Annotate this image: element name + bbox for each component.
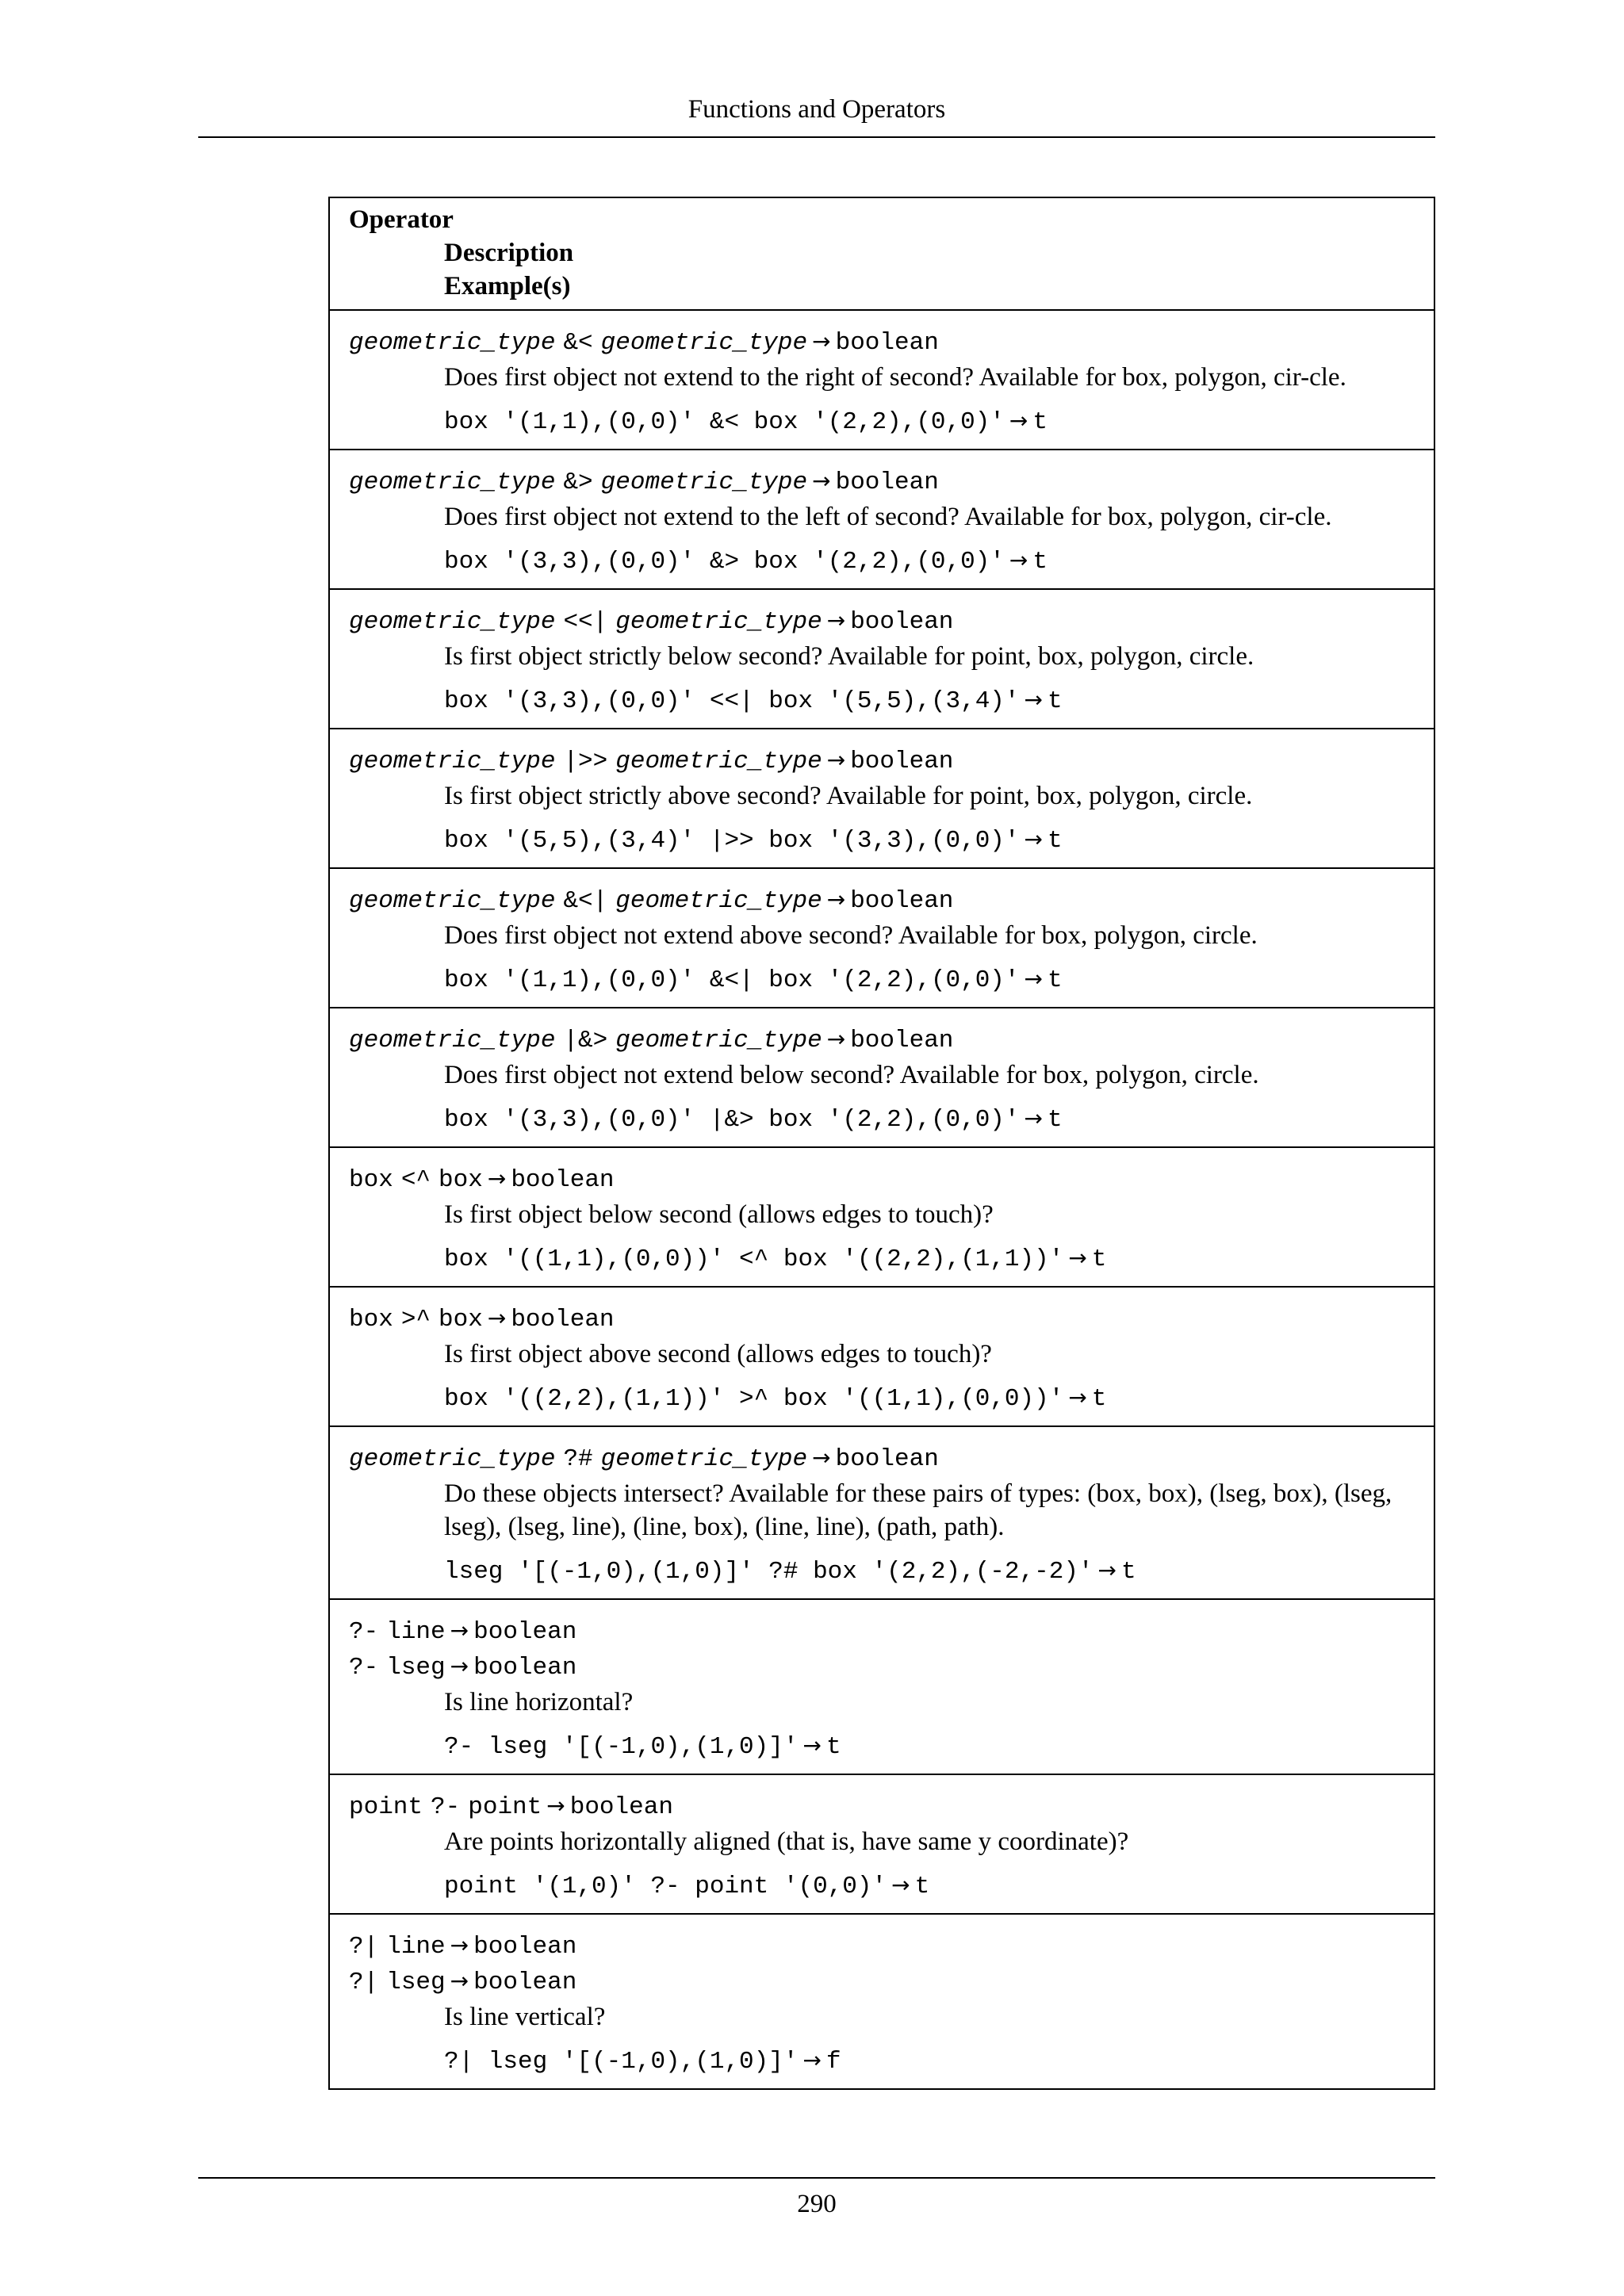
operator-symbol: &> [563, 469, 593, 496]
operator-signature [349, 1162, 1415, 1196]
right-operand-type: geometric_type [615, 748, 822, 775]
arrow-icon: → [450, 1968, 469, 1994]
arrow-icon: → [450, 1653, 469, 1679]
left-operand-type: geometric_type [349, 469, 556, 496]
operator-example [349, 1380, 1415, 1416]
operator-signature [349, 1023, 1415, 1057]
operator-signature [349, 1302, 1415, 1336]
arrow-icon: → [826, 886, 846, 913]
right-operand-type: geometric_type [615, 608, 822, 636]
operator-symbol: |>> [563, 748, 608, 775]
arrow-icon: → [1097, 1557, 1117, 1583]
table-row [330, 450, 1434, 590]
arrow-icon: → [1024, 826, 1043, 852]
example-expression: lseg '[(-1,0),(1,0)]' ?# box '(2,2),(-2,-2)' [444, 1558, 1094, 1586]
arrow-icon: → [1009, 547, 1028, 573]
right-operand-type: geometric_type [615, 1027, 822, 1054]
example-expression: box '(1,1),(0,0)' &<| box '(2,2),(0,0)' [444, 966, 1020, 994]
operator-table [328, 197, 1435, 2090]
left-operand-type: point [349, 1793, 423, 1821]
arrow-icon: → [812, 1445, 831, 1471]
operator-symbol: ?- [349, 1654, 379, 1682]
table-row [330, 311, 1434, 450]
arrow-icon: → [1024, 1105, 1043, 1131]
example-result: t [825, 1733, 841, 1761]
table-row [330, 1148, 1434, 1288]
example-expression: ?| lseg '[(-1,0),(1,0)]' [444, 2048, 799, 2076]
example-result: f [825, 2048, 841, 2076]
operator-example [349, 1868, 1415, 1904]
arrow-icon: → [450, 1932, 469, 1958]
operator-symbol: &<| [563, 887, 608, 915]
operator-symbol: ?| [349, 1969, 379, 1996]
operator-symbol: |&> [563, 1027, 608, 1054]
operator-description: Does first object not extend above second? Available for box, polygon, circle. [444, 921, 1258, 950]
right-operand-type: lseg [386, 1654, 446, 1682]
example-result: t [1048, 1106, 1063, 1134]
operator-signature [349, 1965, 1415, 1999]
operator-signature [349, 1789, 1415, 1823]
page-header-title: Functions and Operators [688, 95, 946, 124]
table-row [330, 1288, 1434, 1427]
example-expression: box '(5,5),(3,4)' |>> box '(3,3),(0,0)' [444, 827, 1020, 855]
return-type: boolean [835, 329, 939, 357]
return-type: boolean [473, 1618, 577, 1646]
return-type: boolean [511, 1306, 615, 1334]
operator-signature [349, 1650, 1415, 1684]
operator-description: Is line vertical? [444, 2003, 606, 2031]
operator-description: Does first object not extend to the left of second? Available for box, polygon, cir-cle. [444, 503, 1332, 531]
operator-example [349, 543, 1415, 579]
operator-description: Does first object not extend below second? Available for box, polygon, circle. [444, 1061, 1259, 1089]
return-type: boolean [850, 608, 954, 636]
arrow-icon: → [891, 1872, 910, 1898]
right-operand-type: point [468, 1793, 542, 1821]
arrow-icon: → [812, 468, 831, 494]
example-expression: box '(3,3),(0,0)' <<| box '(5,5),(3,4)' [444, 687, 1020, 715]
example-result: t [1121, 1558, 1136, 1586]
arrow-icon: → [802, 2047, 822, 2073]
example-result: t [1032, 408, 1048, 436]
operator-description: Do these objects intersect? Available for these pairs of types: (box, box), (lseg, box), (lseg, lseg), (lseg, line), (line, box), (line, line), (path, path). [444, 1479, 1392, 1541]
operator-example [349, 962, 1415, 997]
operator-example [349, 683, 1415, 718]
left-operand-type: box [349, 1166, 393, 1194]
left-operand-type: box [349, 1306, 393, 1334]
return-type: boolean [473, 1969, 577, 1996]
operator-example [349, 404, 1415, 439]
arrow-icon: → [826, 607, 846, 633]
operator-description: Is line horizontal? [444, 1688, 634, 1716]
operator-description: Is first object strictly above second? Available for point, box, polygon, circle. [444, 782, 1253, 810]
arrow-icon: → [1068, 1384, 1087, 1410]
right-operand-type: geometric_type [615, 887, 822, 915]
operator-example [349, 822, 1415, 858]
example-result: t [1032, 548, 1048, 576]
right-operand-type: line [386, 1618, 446, 1646]
operator-description: Is first object strictly below second? Available for point, box, polygon, circle. [444, 642, 1254, 671]
table-row [330, 869, 1434, 1008]
operator-signature [349, 744, 1415, 778]
operator-description: Does first object not extend to the right of second? Available for box, polygon, cir-cle. [444, 363, 1346, 392]
example-result: t [1048, 966, 1063, 994]
example-expression: box '(3,3),(0,0)' |&> box '(2,2),(0,0)' [444, 1106, 1020, 1134]
left-operand-type: geometric_type [349, 1445, 556, 1473]
operator-description: Is first object below second (allows edges to touch)? [444, 1200, 994, 1229]
operator-symbol: &< [563, 329, 593, 357]
arrow-icon: → [826, 1026, 846, 1052]
return-type: boolean [511, 1166, 615, 1194]
column-description-heading: Description [444, 239, 574, 267]
operator-symbol: ?- [349, 1618, 379, 1646]
left-operand-type: geometric_type [349, 887, 556, 915]
return-type: boolean [835, 469, 939, 496]
header-rule [198, 136, 1435, 138]
arrow-icon: → [450, 1617, 469, 1644]
arrow-icon: → [1009, 408, 1028, 434]
table-row [330, 1600, 1434, 1775]
arrow-icon: → [812, 328, 831, 354]
table-body [330, 311, 1434, 2088]
operator-example [349, 1728, 1415, 1764]
operator-symbol: >^ [400, 1306, 431, 1334]
operator-example [349, 1241, 1415, 1276]
arrow-icon: → [1024, 687, 1043, 713]
return-type: boolean [473, 1933, 577, 1961]
operator-symbol: <<| [563, 608, 608, 636]
example-expression: box '((2,2),(1,1))' >^ box '((1,1),(0,0))' [444, 1385, 1064, 1413]
right-operand-type: geometric_type [600, 469, 808, 496]
arrow-icon: → [546, 1793, 565, 1819]
page-number: 290 [797, 2190, 837, 2218]
operator-description: Are points horizontally aligned (that is, have same y coordinate)? [444, 1827, 1129, 1856]
example-expression: box '(3,3),(0,0)' &> box '(2,2),(0,0)' [444, 548, 1005, 576]
example-result: t [1091, 1246, 1107, 1273]
table-row [330, 590, 1434, 729]
column-examples-heading: Example(s) [444, 272, 571, 300]
example-result: t [1048, 687, 1063, 715]
operator-signature [349, 465, 1415, 499]
arrow-icon: → [1068, 1245, 1087, 1271]
right-operand-type: geometric_type [600, 329, 808, 357]
table-row [330, 1915, 1434, 2088]
arrow-icon: → [826, 747, 846, 773]
right-operand-type: box [439, 1166, 483, 1194]
example-expression: point '(1,0)' ?- point '(0,0)' [444, 1873, 887, 1900]
arrow-icon: → [1024, 966, 1043, 992]
return-type: boolean [835, 1445, 939, 1473]
operator-signature [349, 1929, 1415, 1963]
arrow-icon: → [802, 1732, 822, 1758]
table-row [330, 1775, 1434, 1915]
left-operand-type: geometric_type [349, 1027, 556, 1054]
operator-signature [349, 1441, 1415, 1475]
operator-description: Is first object above second (allows edges to touch)? [444, 1340, 992, 1368]
return-type: boolean [850, 1027, 954, 1054]
left-operand-type: geometric_type [349, 608, 556, 636]
example-result: t [1091, 1385, 1107, 1413]
example-expression: box '((1,1),(0,0))' <^ box '((2,2),(1,1))' [444, 1246, 1064, 1273]
table-row [330, 1427, 1434, 1600]
left-operand-type: geometric_type [349, 329, 556, 357]
left-operand-type: geometric_type [349, 748, 556, 775]
operator-signature [349, 1614, 1415, 1648]
right-operand-type: geometric_type [600, 1445, 808, 1473]
table-row [330, 1008, 1434, 1148]
arrow-icon: → [487, 1165, 507, 1192]
return-type: boolean [569, 1793, 673, 1821]
table-header [330, 198, 1434, 311]
example-result: t [1048, 827, 1063, 855]
operator-example [349, 1553, 1415, 1589]
operator-signature [349, 883, 1415, 917]
right-operand-type: box [439, 1306, 483, 1334]
table-row [330, 729, 1434, 869]
operator-example [349, 2043, 1415, 2079]
operator-signature [349, 604, 1415, 638]
right-operand-type: line [386, 1933, 446, 1961]
operator-symbol: <^ [400, 1166, 431, 1194]
example-expression: box '(1,1),(0,0)' &< box '(2,2),(0,0)' [444, 408, 1005, 436]
right-operand-type: lseg [386, 1969, 446, 1996]
arrow-icon: → [487, 1305, 507, 1331]
return-type: boolean [850, 748, 954, 775]
operator-example [349, 1101, 1415, 1137]
column-operator-heading: Operator [349, 205, 454, 234]
example-expression: ?- lseg '[(-1,0),(1,0)]' [444, 1733, 799, 1761]
operator-symbol: ?# [563, 1445, 593, 1473]
operator-symbol: ?| [349, 1933, 379, 1961]
operator-signature [349, 325, 1415, 359]
return-type: boolean [473, 1654, 577, 1682]
return-type: boolean [850, 887, 954, 915]
operator-symbol: ?- [431, 1793, 461, 1821]
example-result: t [914, 1873, 930, 1900]
